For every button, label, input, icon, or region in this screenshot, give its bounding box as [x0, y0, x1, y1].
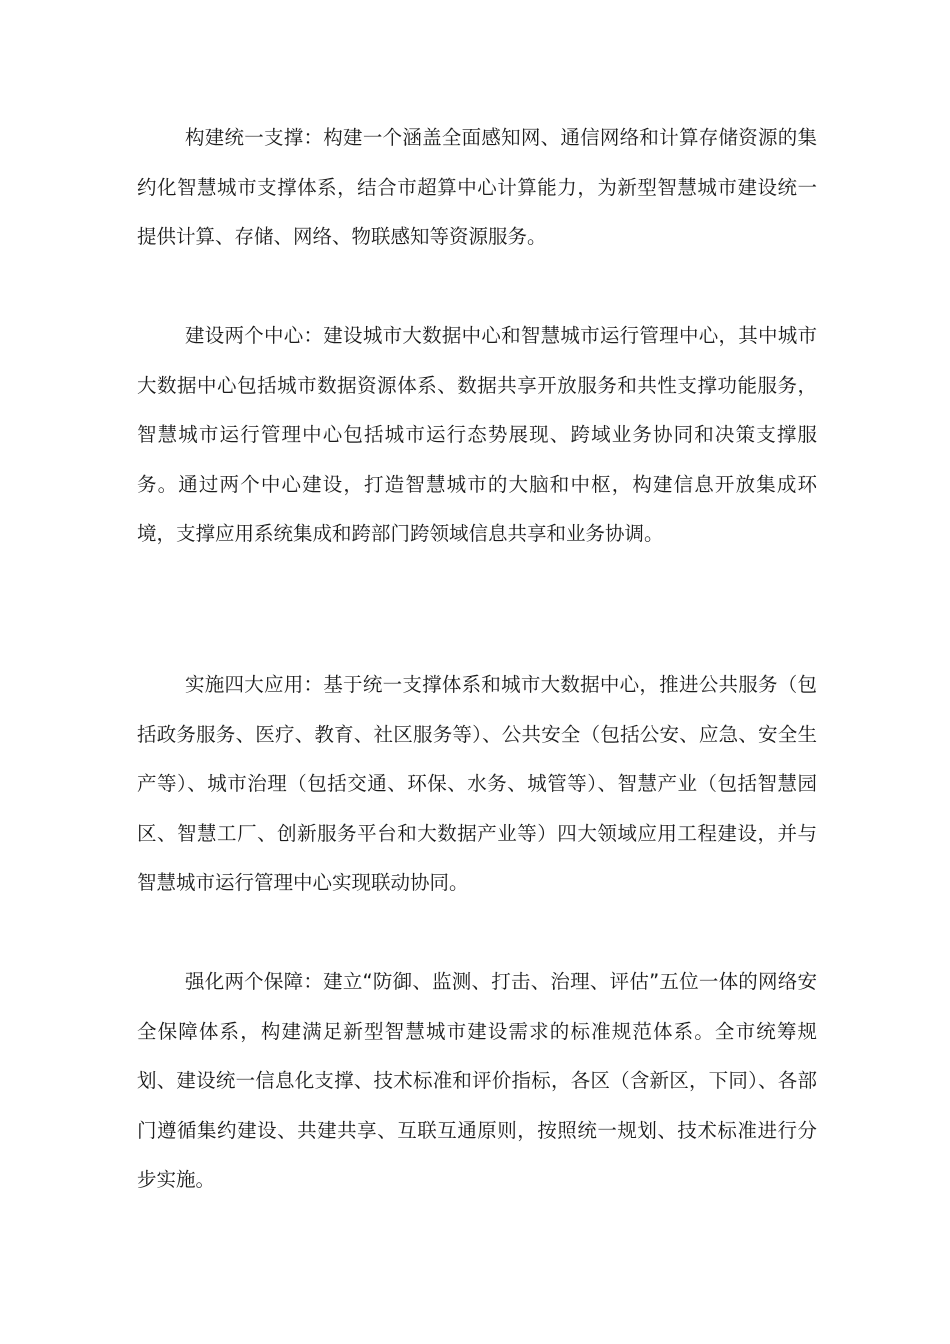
paragraph-four-applications: 实施四大应用：基于统一支撑体系和城市大数据中心，推进公共服务（包括政务服务、医疗、教育、社区服务等）、公共安全（包括公安、应急、安全生产等）、城市治理（包括交通、环保、水务、城管等）、智慧产业（包括智慧园区、智慧工厂、创新服务平台和大数据产业等）四大领域应用工程建设，并与智慧城市运行管理中心实现联动协同。 [137, 673, 817, 894]
paragraph-two-centers: 建设两个中心：建设城市大数据中心和智慧城市运行管理中心，其中城市大数据中心包括城市数据资源体系、数据共享开放服务和共性支撑功能服务，智慧城市运行管理中心包括城市运行态势展现、跨域业务协同和决策支撑服务。通过两个中心建设，打造智慧城市的大脑和中枢，构建信息开放集成环境，支撑应用系统集成和跨部门跨领域信息共享和业务协调。 [137, 324, 817, 545]
paragraph-unified-support: 构建统一支撑：构建一个涵盖全面感知网、通信网络和计算存储资源的集约化智慧城市支撑体系，结合市超算中心计算能力，为新型智慧城市建设统一提供计算、存储、网络、物联感知等资源服务。 [137, 126, 817, 248]
paragraph-two-safeguards: 强化两个保障：建立“防御、监测、打击、治理、评估”五位一体的网络安全保障体系，构建满足新型智慧城市建设需求的标准规范体系。全市统筹规划、建设统一信息化支撑、技术标准和评价指标，各区（含新区，下同）、各部门遵循集约建设、共建共享、互联互通原则，按照统一规划、技术标准进行分步实施。 [137, 970, 817, 1191]
